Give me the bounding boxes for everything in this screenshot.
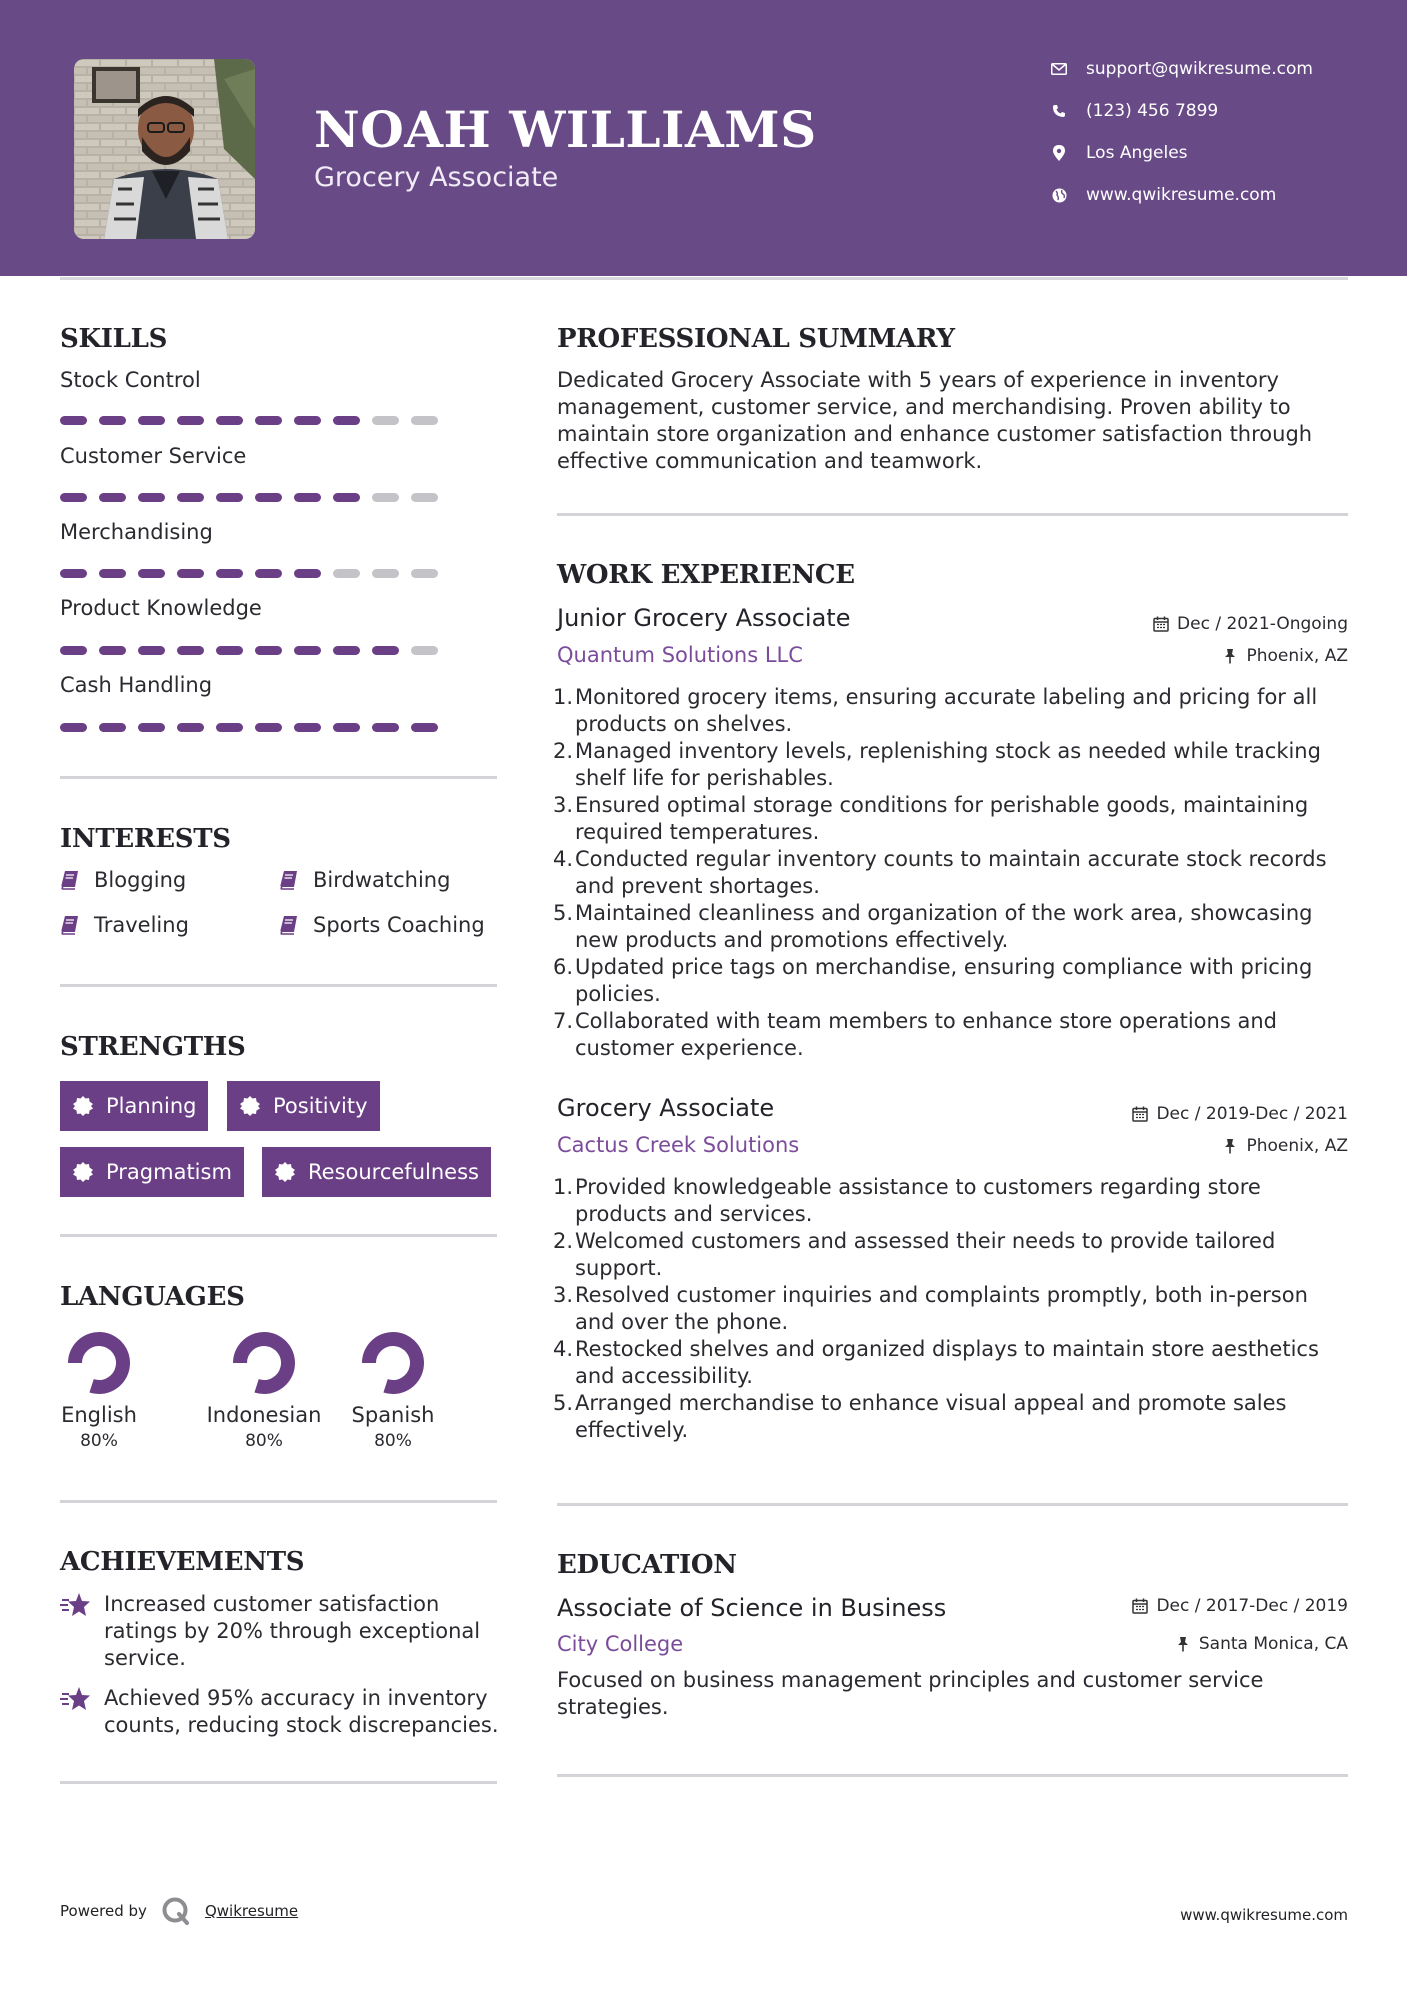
skill-dot-empty	[372, 416, 399, 425]
skill-level-bar	[60, 416, 440, 426]
company-name: Cactus Creek Solutions	[557, 1133, 800, 1157]
interest-item	[279, 868, 450, 892]
book-icon	[60, 870, 80, 890]
skill-dot-empty	[411, 646, 438, 655]
achievement-item	[60, 1685, 500, 1739]
skill-dot-filled	[177, 569, 204, 578]
skill-dot-filled	[99, 646, 126, 655]
skill-dot-empty	[411, 416, 438, 425]
skill-dot-filled	[60, 646, 87, 655]
skill-dot-empty	[411, 493, 438, 502]
skill-level-bar	[60, 723, 440, 733]
job-duty-text: Restocked shelves and organized displays to maintain store aesthetics and accessibility.	[575, 1337, 1319, 1388]
skill-level-bar	[60, 569, 440, 579]
skill-dot-filled	[138, 646, 165, 655]
strength-label: Planning	[106, 1094, 197, 1118]
job-duty-text: Maintained cleanliness and organization of the work area, showcasing new products and promotions effectively.	[575, 901, 1313, 952]
education-description: Focused on business management principles and customer service strategies.	[557, 1668, 1264, 1719]
profile-photo	[74, 59, 255, 239]
skill-dot-filled	[333, 723, 360, 732]
skill-label: Cash Handling	[60, 673, 213, 697]
strength-tag	[60, 1081, 208, 1131]
strength-label: Positivity	[273, 1094, 368, 1118]
skill-dot-filled	[177, 416, 204, 425]
achievement-item	[60, 1591, 500, 1672]
language-progress-ring	[67, 1331, 131, 1395]
language-item	[194, 1331, 334, 1451]
footer-branding	[60, 1896, 298, 1926]
qwikresume-link[interactable]: Qwikresume	[204, 1902, 299, 1920]
summary-heading: PROFESSIONAL SUMMARY	[557, 324, 955, 354]
interest-item	[60, 868, 186, 892]
skill-dot-filled	[255, 569, 282, 578]
education-location	[1175, 1634, 1348, 1654]
job-duty: 5. Maintained cleanliness and organization of the work area, showcasing new products and promotions effectively.	[552, 901, 1313, 952]
star-icon	[60, 1591, 92, 1619]
experience-heading: WORK EXPERIENCE	[557, 560, 855, 590]
skill-dot-filled	[216, 569, 243, 578]
book-icon	[279, 915, 299, 935]
skill-label: Merchandising	[60, 520, 213, 544]
job-duty: 7. Collaborated with team members to enhance store operations and customer experience.	[552, 1009, 1277, 1060]
email-icon	[1050, 60, 1068, 78]
contact-website[interactable]	[1050, 183, 1276, 207]
job-duty: 3. Ensured optimal storage conditions for perishable goods, maintaining required temperatures.	[552, 793, 1309, 844]
skill-dot-filled	[138, 723, 165, 732]
location-pin-icon	[1050, 144, 1068, 162]
header-divider	[60, 277, 1348, 280]
skill-dot-filled	[216, 416, 243, 425]
job-duty: 4. Restocked shelves and organized displays to maintain store aesthetics and accessibility.	[552, 1337, 1319, 1388]
contact-website-text: www.qwikresume.com	[1086, 185, 1277, 205]
skill-dot-filled	[138, 416, 165, 425]
badge-icon	[274, 1161, 296, 1183]
job-location-text: Phoenix, AZ	[1246, 1136, 1348, 1156]
skill-dot-filled	[255, 723, 282, 732]
contact-email-text: support@qwikresume.com	[1086, 59, 1313, 79]
skill-dot-filled	[99, 493, 126, 502]
section-divider	[60, 1500, 497, 1503]
section-divider	[557, 513, 1348, 516]
interests-heading: INTERESTS	[60, 824, 231, 854]
language-progress-arc	[240, 1339, 288, 1387]
interest-label: Traveling	[94, 913, 189, 937]
job-duty-text: Conducted regular inventory counts to maintain accurate stock records and prevent shortages.	[575, 847, 1327, 898]
language-item	[323, 1331, 463, 1451]
education-location-text: Santa Monica, CA	[1198, 1634, 1348, 1654]
contact-phone-text: (123) 456 7899	[1086, 101, 1219, 121]
job-duty: 5. Arranged merchandise to enhance visual appeal and promote sales effectively.	[552, 1391, 1287, 1442]
job-dates	[1132, 1104, 1348, 1124]
job-duty: 1. Provided knowledgeable assistance to customers regarding store products and services.	[552, 1175, 1261, 1226]
contact-location	[1050, 141, 1188, 165]
language-percent: 80%	[374, 1431, 412, 1451]
language-progress-ring	[361, 1331, 425, 1395]
job-duty-text: Welcomed customers and assessed their needs to provide tailored support.	[575, 1229, 1276, 1280]
badge-icon	[72, 1095, 94, 1117]
section-divider	[60, 1234, 497, 1237]
job-duty-text: Arranged merchandise to enhance visual appeal and promote sales effectively.	[575, 1391, 1287, 1442]
skill-label: Product Knowledge	[60, 596, 262, 620]
job-location	[1222, 1136, 1348, 1156]
star-icon	[60, 1685, 92, 1713]
skill-level-bar	[60, 493, 440, 503]
degree-title: Associate of Science in Business	[557, 1594, 947, 1622]
skill-dot-filled	[216, 493, 243, 502]
calendar-icon	[1132, 1598, 1148, 1614]
candidate-title: Grocery Associate	[314, 162, 559, 193]
language-progress-ring	[232, 1331, 296, 1395]
language-name: Spanish	[351, 1403, 435, 1427]
skill-dot-filled	[333, 646, 360, 655]
powered-by-label: Powered by	[60, 1902, 147, 1920]
summary-text: Dedicated Grocery Associate with 5 years of experience in inventory management, customer service, and merchandising. Proven ability to maintain store organization and enhance customer satisfaction through effective communication and teamwork.	[557, 368, 1313, 473]
skill-dot-filled	[372, 723, 399, 732]
skill-dot-filled	[99, 416, 126, 425]
job-duty: 6. Updated price tags on merchandise, ensuring compliance with pricing policies.	[552, 955, 1313, 1006]
skill-dot-filled	[372, 646, 399, 655]
achievements-heading: ACHIEVEMENTS	[60, 1547, 305, 1577]
globe-icon	[1050, 186, 1068, 204]
pushpin-icon	[1222, 648, 1238, 664]
skill-dot-filled	[255, 646, 282, 655]
calendar-icon	[1132, 1106, 1148, 1122]
education-dates	[1132, 1596, 1348, 1616]
skill-dot-empty	[411, 569, 438, 578]
language-percent: 80%	[80, 1431, 118, 1451]
job-title: Junior Grocery Associate	[557, 604, 851, 632]
skill-dot-filled	[216, 723, 243, 732]
skill-dot-filled	[177, 646, 204, 655]
skill-dot-filled	[333, 493, 360, 502]
skill-dot-filled	[411, 723, 438, 732]
skill-dot-filled	[294, 723, 321, 732]
job-duty-text: Provided knowledgeable assistance to customers regarding store products and services.	[575, 1175, 1261, 1226]
interest-item	[279, 913, 485, 937]
strength-tag	[262, 1147, 491, 1197]
badge-icon	[72, 1161, 94, 1183]
candidate-name: NOAH WILLIAMS	[314, 100, 817, 159]
job-duty-text: Resolved customer inquiries and complaints promptly, both in-person and over the phone.	[575, 1283, 1308, 1334]
skill-dot-filled	[333, 416, 360, 425]
interest-label: Blogging	[94, 868, 187, 892]
section-divider	[557, 1503, 1348, 1506]
job-duty-text: Ensured optimal storage conditions for perishable goods, maintaining required temperatures.	[575, 793, 1309, 844]
pushpin-icon	[1175, 1636, 1191, 1652]
skill-dot-filled	[177, 493, 204, 502]
skill-dot-filled	[138, 493, 165, 502]
contact-location-text: Los Angeles	[1086, 143, 1188, 163]
interest-label: Sports Coaching	[313, 913, 485, 937]
skill-dot-filled	[60, 569, 87, 578]
section-divider	[60, 1781, 497, 1784]
contact-phone[interactable]	[1050, 99, 1218, 123]
achievement-text: Achieved 95% accuracy in inventory counts, reducing stock discrepancies.	[104, 1686, 499, 1737]
language-name: English	[61, 1403, 137, 1427]
job-title: Grocery Associate	[557, 1094, 775, 1122]
pushpin-icon	[1222, 1138, 1238, 1154]
skills-heading: SKILLS	[60, 324, 168, 354]
job-dates-text: Dec / 2019-Dec / 2021	[1156, 1104, 1348, 1124]
skill-label: Customer Service	[60, 444, 247, 468]
job-duties-list	[552, 684, 1347, 1062]
phone-icon	[1050, 102, 1068, 120]
strength-label: Pragmatism	[106, 1160, 232, 1184]
job-duty: 1. Monitored grocery items, ensuring accurate labeling and pricing for all products on shelves.	[552, 685, 1318, 736]
job-location-text: Phoenix, AZ	[1246, 646, 1348, 666]
skill-dot-filled	[294, 416, 321, 425]
skill-dot-filled	[255, 493, 282, 502]
company-name: Quantum Solutions LLC	[557, 643, 803, 667]
section-divider	[60, 984, 497, 987]
skill-label: Stock Control	[60, 368, 201, 392]
job-duty-text: Updated price tags on merchandise, ensuring compliance with pricing policies.	[575, 955, 1313, 1006]
interest-label: Birdwatching	[313, 868, 451, 892]
language-name: Indonesian	[206, 1403, 322, 1427]
job-dates-text: Dec / 2021-Ongoing	[1177, 614, 1348, 634]
skill-level-bar	[60, 646, 440, 656]
strengths-heading: STRENGTHS	[60, 1032, 246, 1062]
interest-item	[60, 913, 189, 937]
skill-dot-filled	[294, 646, 321, 655]
qwikresume-logo-icon	[161, 1896, 191, 1926]
skill-dot-filled	[255, 416, 282, 425]
job-duty-text: Monitored grocery items, ensuring accurate labeling and pricing for all products on shelves.	[575, 685, 1318, 736]
badge-icon	[239, 1095, 261, 1117]
skill-dot-filled	[99, 569, 126, 578]
job-duty: 4. Conducted regular inventory counts to maintain accurate stock records and prevent shortages.	[552, 847, 1327, 898]
skill-dot-filled	[60, 723, 87, 732]
book-icon	[60, 915, 80, 935]
language-percent: 80%	[245, 1431, 283, 1451]
skill-dot-empty	[372, 569, 399, 578]
skill-dot-empty	[372, 493, 399, 502]
job-duty: 2. Welcomed customers and assessed their needs to provide tailored support.	[552, 1229, 1276, 1280]
language-progress-arc	[75, 1339, 123, 1387]
achievement-text: Increased customer satisfaction ratings by 20% through exceptional service.	[104, 1592, 481, 1670]
section-divider	[557, 1774, 1348, 1777]
skill-dot-filled	[216, 646, 243, 655]
footer-website-link[interactable]: www.qwikresume.com	[1180, 1906, 1348, 1924]
languages-heading: LANGUAGES	[60, 1282, 245, 1312]
education-dates-text: Dec / 2017-Dec / 2019	[1156, 1596, 1348, 1616]
strength-label: Resourcefulness	[308, 1160, 479, 1184]
job-duty: 2. Managed inventory levels, replenishing stock as needed while tracking shelf life for perishables.	[552, 739, 1321, 790]
skill-dot-filled	[294, 569, 321, 578]
job-duty: 3. Resolved customer inquiries and complaints promptly, both in-person and over the phone.	[552, 1283, 1308, 1334]
section-divider	[60, 776, 497, 779]
strength-tag	[60, 1147, 244, 1197]
job-duty-text: Collaborated with team members to enhance store operations and customer experience.	[575, 1009, 1277, 1060]
education-heading: EDUCATION	[557, 1550, 737, 1580]
language-progress-arc	[369, 1339, 417, 1387]
resume-header	[0, 0, 1407, 276]
language-item	[29, 1331, 169, 1451]
job-duties-list	[552, 1174, 1347, 1444]
job-duty-text: Managed inventory levels, replenishing stock as needed while tracking shelf life for perishables.	[575, 739, 1321, 790]
book-icon	[279, 870, 299, 890]
contact-email[interactable]	[1050, 57, 1313, 81]
skill-dot-filled	[138, 569, 165, 578]
school-name: City College	[557, 1632, 684, 1656]
strength-tag	[227, 1081, 380, 1131]
skill-dot-filled	[177, 723, 204, 732]
calendar-icon	[1153, 616, 1169, 632]
skill-dot-filled	[60, 416, 87, 425]
skill-dot-filled	[294, 493, 321, 502]
skill-dot-filled	[60, 493, 87, 502]
job-location	[1222, 646, 1348, 666]
skill-dot-empty	[333, 569, 360, 578]
skill-dot-filled	[99, 723, 126, 732]
job-dates	[1153, 614, 1348, 634]
